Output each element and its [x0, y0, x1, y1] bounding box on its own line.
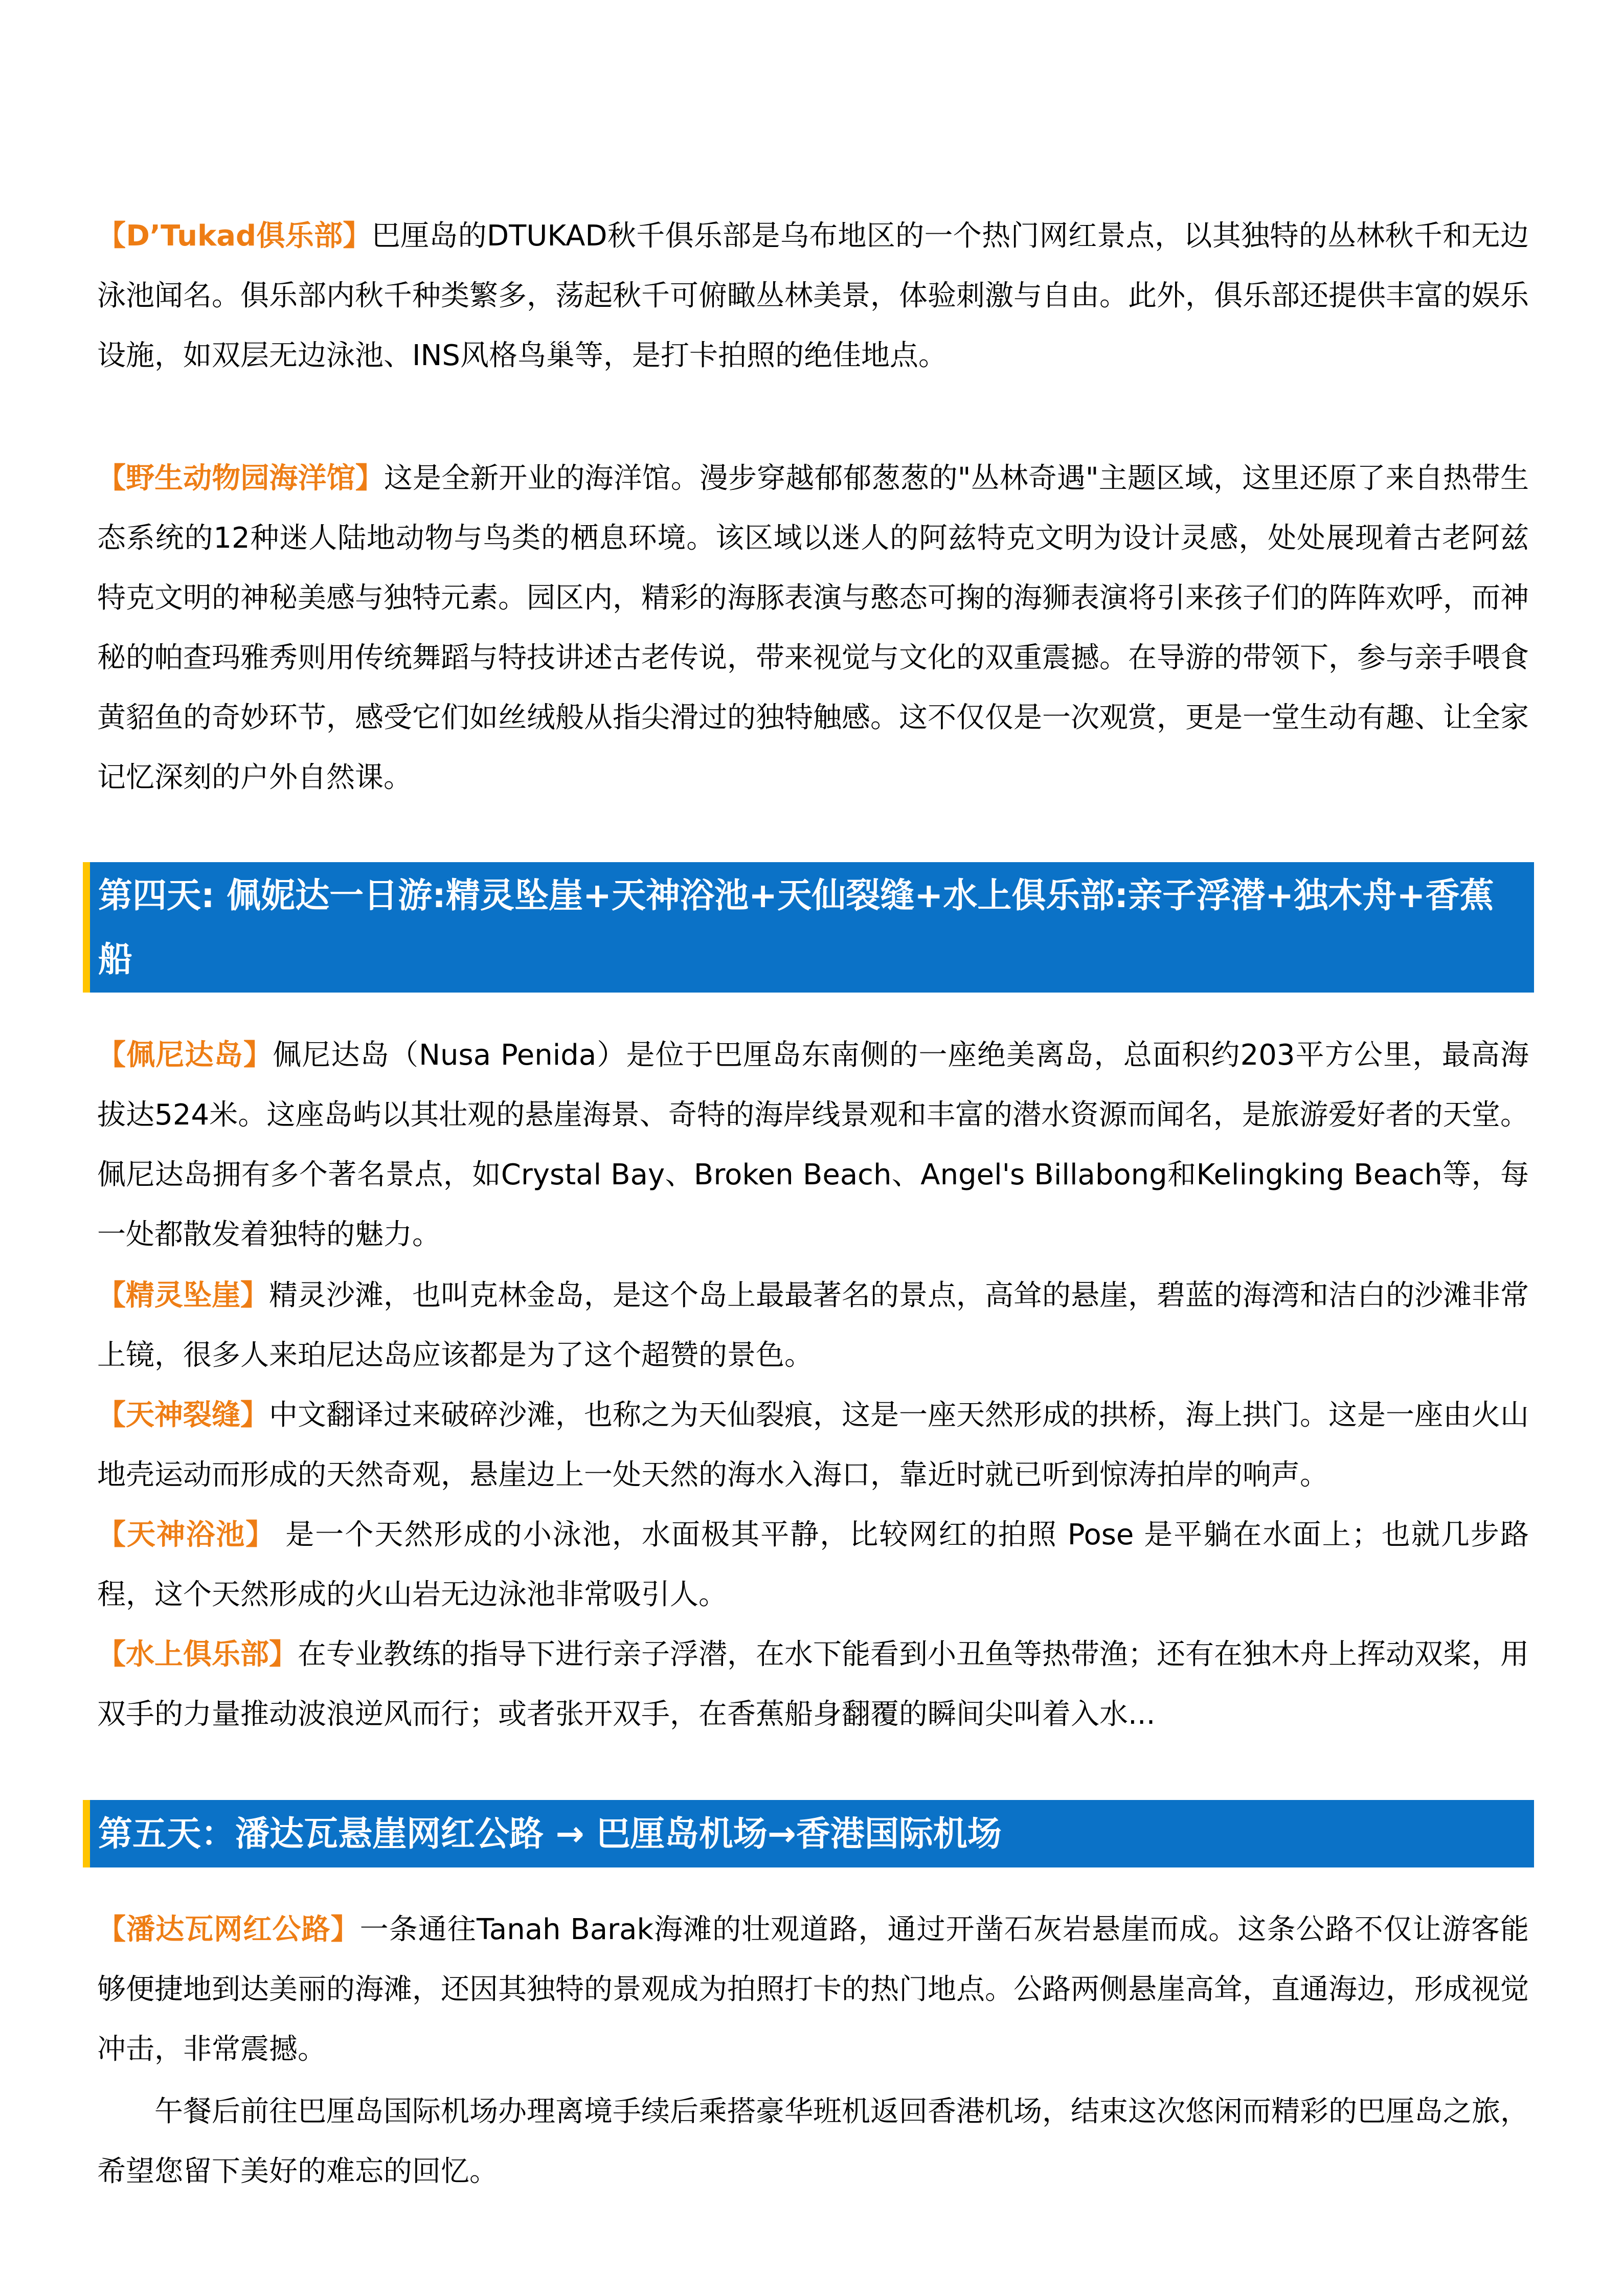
- zoo-text: 这是全新开业的海洋馆。漫步穿越郁郁葱葱的"丛林奇遇"主题区域，这里还原了来自热带生态系统的12种迷人陆地动物与鸟类的栖息环境。该区域以迷人的阿兹特克文明为设计灵感，处处展现着古老阿兹特克文明的神秘美感与独特元素。园区内，精彩的海豚表演与憨态可掬的海狮表演将引来孩子们的阵阵欢呼，而神秘的帕查玛雅秀则用传统舞蹈与特技讲述古老传说，带来视觉与文化的双重震撼。在导游的带领下，参与亲手喂食黄貂鱼的奇妙环节，感受它们如丝绒般从指尖滑过的独特触感。这不仅仅是一次观赏，更是一堂生动有趣、让全家记忆深刻的户外自然课。: [97, 462, 1529, 794]
- billabong-tag: 【天神浴池】: [97, 1518, 276, 1551]
- zoo-paragraph: [97, 448, 1529, 807]
- broken-beach-text: 中文翻译过来破碎沙滩，也称之为天仙裂痕，这是一座天然形成的拱桥，海上拱门。这是一座由火山地壳运动而形成的天然奇观，悬崖边上一处天然的海水入海口，靠近时就已听到惊涛拍岸的响声。: [97, 1399, 1529, 1492]
- water-club-tag: 【水上俱乐部】: [97, 1638, 298, 1671]
- dtukad-text: 巴厘岛的DTUKAD秋千俱乐部是乌布地区的一个热门网红景点，以其独特的丛林秋千和无边泳池闻名。俱乐部内秋千种类繁多，荡起秋千可俯瞰丛林美景，体验刺激与自由。此外，俱乐部还提供丰富的娱乐设施，如双层无边泳池、INS风格鸟巢等，是打卡拍照的绝佳地点。: [97, 219, 1529, 372]
- kelingking-text: 精灵沙滩，也叫克林金岛，是这个岛上最最著名的景点，高耸的悬崖，碧蓝的海湾和洁白的沙滩非常上镜，很多人来珀尼达岛应该都是为了这个超赞的景色。: [97, 1279, 1529, 1372]
- departure-paragraph: 午餐后前往巴厘岛国际机场办理离境手续后乘搭豪华班机返回香港机场，结束这次悠闲而精彩的巴厘岛之旅，希望您留下美好的难忘的回忆。: [97, 2095, 1529, 2188]
- water-club-text: 在专业教练的指导下进行亲子浮潜，在水下能看到小丑鱼等热带渔；还有在独木舟上挥动双桨，用双手的力量推动波浪逆风而行；或者张开双手，在香蕉船身翻覆的瞬间尖叫着入水...: [97, 1638, 1529, 1731]
- broken-beach-paragraph: [97, 1385, 1529, 1505]
- day4-title: 第四天: 佩妮达一日游:精灵坠崖+天神浴池+天仙裂缝+水上俱乐部:亲子浮潜+独木舟+香蕉船: [98, 875, 1494, 979]
- pandawa-tag: 【潘达瓦网红公路】: [97, 1913, 360, 1946]
- kelingking-tag: 【精灵坠崖】: [97, 1279, 269, 1312]
- dtukad-paragraph: [97, 206, 1529, 386]
- penida-tag: 【佩尼达岛】: [97, 1039, 273, 1072]
- dtukad-tag: 【D’Tukad俱乐部】: [97, 219, 372, 253]
- zoo-tag: 【野生动物园海洋馆】: [97, 462, 384, 495]
- day4-heading: [83, 862, 1534, 993]
- water-club-paragraph: [97, 1625, 1529, 1744]
- pandawa-text: 一条通往Tanah Barak海滩的壮观道路，通过开凿石灰岩悬崖而成。这条公路不仅让游客能够便捷地到达美丽的海滩，还因其独特的景观成为拍照打卡的热门地点。公路两侧悬崖高耸，直通海边，形成视觉冲击，非常震撼。: [97, 1913, 1529, 2066]
- pandawa-paragraph: [97, 1900, 1529, 2079]
- day5-title: 第五天：潘达瓦悬崖网红公路 → 巴厘岛机场→香港国际机场: [98, 1814, 1002, 1854]
- billabong-paragraph: [97, 1505, 1529, 1625]
- billabong-text: 是一个天然形成的小泳池，水面极其平静，比较网红的拍照 Pose 是平躺在水面上；也就几步路程，这个天然形成的火山岩无边泳池非常吸引人。: [97, 1518, 1529, 1611]
- kelingking-paragraph: [97, 1266, 1529, 1385]
- day5-heading: [83, 1800, 1534, 1867]
- penida-text: 佩尼达岛（Nusa Penida）是位于巴厘岛东南侧的一座绝美离岛，总面积约203平方公里，最高海拔达524米。这座岛屿以其壮观的悬崖海景、奇特的海岸线景观和丰富的潜水资源而闻名，是旅游爱好者的天堂。佩尼达岛拥有多个著名景点，如Crystal Bay、Broken Beach、Angel's Billabong和Kelingking Beach等，每一处都散发着独特的魅力。: [97, 1039, 1529, 1251]
- penida-paragraph: [97, 1025, 1529, 1265]
- broken-beach-tag: 【天神裂缝】: [97, 1399, 269, 1432]
